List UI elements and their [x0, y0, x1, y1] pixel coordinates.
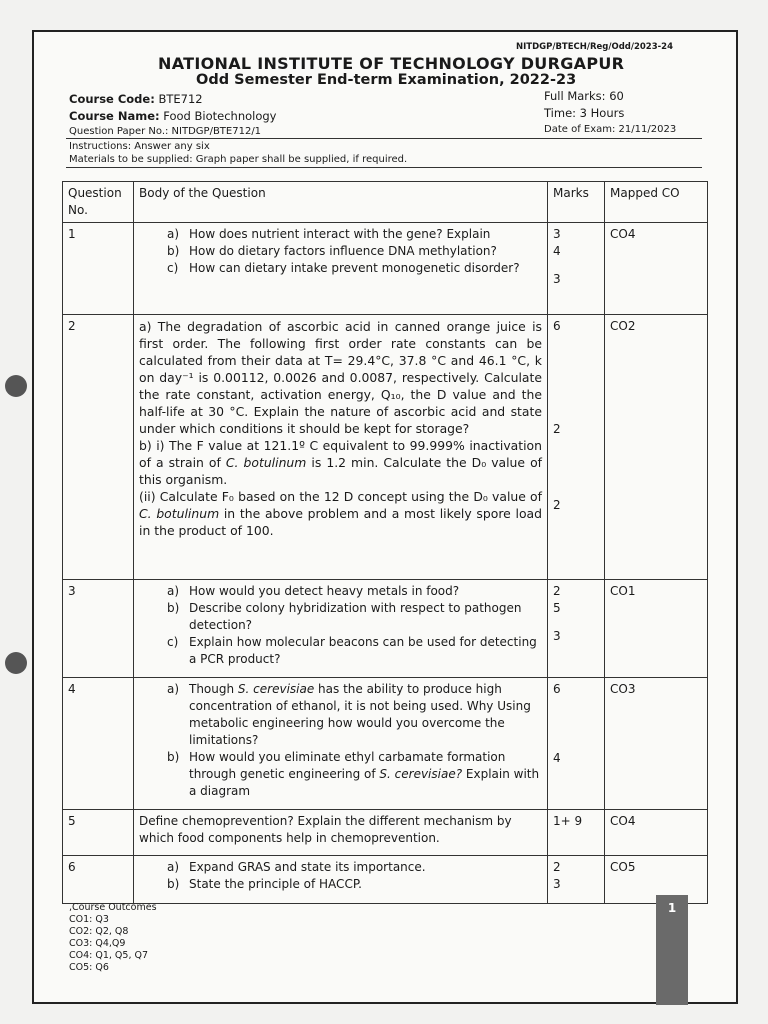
divider — [66, 138, 702, 139]
course-outcome-line: CO4: Q1, Q5, Q7 — [69, 950, 149, 961]
question-number: 5 — [63, 810, 134, 856]
text: Explain with a diagram — [189, 767, 540, 798]
header-question-no: Question No. — [63, 182, 134, 223]
marks-cell: 1+ 9 — [548, 810, 605, 856]
text: How would you eliminate ethyl carbamate formation through genetic engineering of — [189, 750, 506, 781]
course-code — [69, 92, 203, 106]
instructions: Instructions: Answer any six — [69, 141, 210, 152]
table-row — [63, 580, 708, 678]
course-name — [69, 109, 277, 123]
marks-cell — [548, 315, 605, 580]
course-outcome-line: CO3: Q4,Q9 — [69, 938, 126, 949]
table-row — [63, 315, 708, 580]
divider — [66, 167, 702, 168]
table-header-row — [63, 182, 708, 223]
mark-value: 2 — [553, 584, 561, 598]
mark-value: 2 — [553, 498, 561, 512]
mark-value: 2 — [553, 422, 561, 436]
sub-question — [189, 750, 539, 798]
question-body: a) How does nutrient interact with the gene? Explain b) How do dietary factors influence DNA methylation? c) How can dietary intake prevent monogenetic disorder? — [134, 223, 548, 315]
mark-value: 6 — [553, 319, 561, 333]
exam-title: Odd Semester End-term Examination, 2022-23 — [196, 72, 577, 88]
question-number: 3 — [63, 580, 134, 678]
question-body: a) Though S. cerevisiae has the ability to produce high concentration of ethanol, it is not being used. Why Using metabolic engineering how would you overcome the limitations? b) How would you eliminate ethyl carbamate formation through genetic engineering of S. cerevisiae? Explain with a diagram — [134, 678, 548, 810]
sub-question: Explain how molecular beacons can be used for detecting a PCR product? — [189, 635, 537, 666]
header-marks: Marks — [548, 182, 605, 223]
course-name-label: Course Name: — [69, 109, 160, 123]
course-outcome-line: CO1: Q3 — [69, 914, 109, 925]
sub-question: How do dietary factors influence DNA methylation? — [189, 244, 497, 258]
organism-name: C. botulinum — [225, 455, 307, 470]
header-mapped-co: Mapped CO — [605, 182, 708, 223]
mark-value: 6 — [553, 682, 561, 696]
sub-question: How does nutrient interact with the gene? Explain — [189, 227, 491, 241]
mapped-co: CO2 — [605, 315, 708, 580]
page-number — [656, 895, 688, 1005]
sub-question: How would you detect heavy metals in food? — [189, 584, 460, 598]
table-row — [63, 678, 708, 810]
organism-name: C. botulinum — [139, 506, 220, 521]
punch-hole-3 — [5, 652, 27, 674]
sub-question: a) The degradation of ascorbic acid in canned orange juice is first order. The following first order rate constants can be calculated from their data at T= 29.4°C, 37.8 °C and 46.1 °C, k on day⁻¹ is 0.00112, 0.0026 and 0.0087, respectively. Calculate the rate constant, activation energy, Q₁₀, the D value and the half-life at 30 °C. Explain the nature of ascorbic acid and state under which conditions it should be kept for storage? — [139, 319, 542, 436]
sub-question — [139, 437, 542, 488]
course-code-label: Course Code: — [69, 92, 155, 106]
table-row — [63, 223, 708, 315]
course-outcome-line: CO2: Q2, Q8 — [69, 926, 129, 937]
course-code-value: BTE712 — [158, 92, 203, 106]
marks-cell — [548, 580, 605, 678]
mark-value: 4 — [553, 751, 561, 765]
marks-cell — [548, 223, 605, 315]
mapped-co: CO4 — [605, 223, 708, 315]
header-body: Body of the Question — [134, 182, 548, 223]
mark-value: 3 — [553, 629, 561, 643]
punch-hole-2 — [5, 375, 27, 397]
mark-value: 3 — [553, 227, 561, 241]
course-name-value: Food Biotechnology — [163, 109, 277, 123]
text: is 1.2 min. Calculate the D₀ value of this organism. — [139, 455, 543, 487]
text: has the ability to produce high concentration of ethanol, it is not being used. Why Using metabolic engineering how would you overcome the limitations? — [189, 682, 531, 747]
table-row — [63, 810, 708, 856]
sub-question: State the principle of HACCP. — [189, 877, 362, 891]
mapped-co: CO1 — [605, 580, 708, 678]
question-paper-no: Question Paper No.: NITDGP/BTE712/1 — [69, 126, 262, 137]
time: Time: 3 Hours — [544, 106, 625, 120]
mapped-co: CO5 — [605, 856, 708, 904]
exam-date: Date of Exam: 21/11/2023 — [544, 124, 677, 135]
mark-value: 4 — [553, 244, 561, 258]
mark-value: 5 — [553, 601, 561, 615]
question-body: a) How would you detect heavy metals in food? b) Describe colony hybridization with respect to pathogen detection? c) Explain how molecular beacons can be used for detecting a PCR product? — [134, 580, 548, 678]
text: Though — [189, 682, 238, 696]
organism-name: S. cerevisiae? — [379, 767, 463, 781]
sub-question — [189, 682, 531, 747]
sub-question: How can dietary intake prevent monogenetic disorder? — [189, 261, 520, 275]
text: in the above problem and a most likely spore load in the product of 100. — [139, 506, 542, 538]
paper-code: NITDGP/BTECH/Reg/Odd/2023-24 — [516, 42, 673, 52]
course-outcomes — [69, 902, 157, 974]
marks-cell — [548, 856, 605, 904]
sub-question: Expand GRAS and state its importance. — [189, 860, 426, 874]
question-body — [134, 315, 548, 580]
question-body: Define chemoprevention? Explain the different mechanism by which food components help in chemoprevention. — [134, 810, 548, 856]
question-number: 4 — [63, 678, 134, 810]
course-outcome-line: CO5: Q6 — [69, 962, 109, 973]
materials: Materials to be supplied: Graph paper shall be supplied, if required. — [69, 154, 408, 165]
text: b) i) The F value at 121.1º C equivalent to 99.999% inactivation of a strain of — [139, 438, 542, 470]
institute-name: NATIONAL INSTITUTE OF TECHNOLOGY DURGAPUR — [158, 54, 625, 73]
question-table — [62, 181, 708, 904]
question-number: 1 — [63, 223, 134, 315]
course-outcomes-title: ,Course Outcomes — [69, 902, 157, 913]
organism-name: S. cerevisiae — [237, 682, 315, 696]
mapped-co: CO4 — [605, 810, 708, 856]
question-body: a) Expand GRAS and state its importance. b) State the principle of HACCP. — [134, 856, 548, 904]
text: (ii) Calculate F₀ based on the 12 D concept using the D₀ value of — [139, 489, 542, 504]
marks-cell — [548, 678, 605, 810]
page-number-text: 1 — [667, 901, 677, 915]
mark-value: 3 — [553, 272, 561, 286]
mark-value: 3 — [553, 877, 561, 891]
mark-value: 2 — [553, 860, 561, 874]
full-marks: Full Marks: 60 — [544, 89, 624, 103]
mapped-co: CO3 — [605, 678, 708, 810]
question-number: 2 — [63, 315, 134, 580]
sub-question: Describe colony hybridization with respect to pathogen detection? — [189, 601, 522, 632]
table-row — [63, 856, 708, 904]
question-number: 6 — [63, 856, 134, 904]
sub-question — [139, 488, 542, 539]
